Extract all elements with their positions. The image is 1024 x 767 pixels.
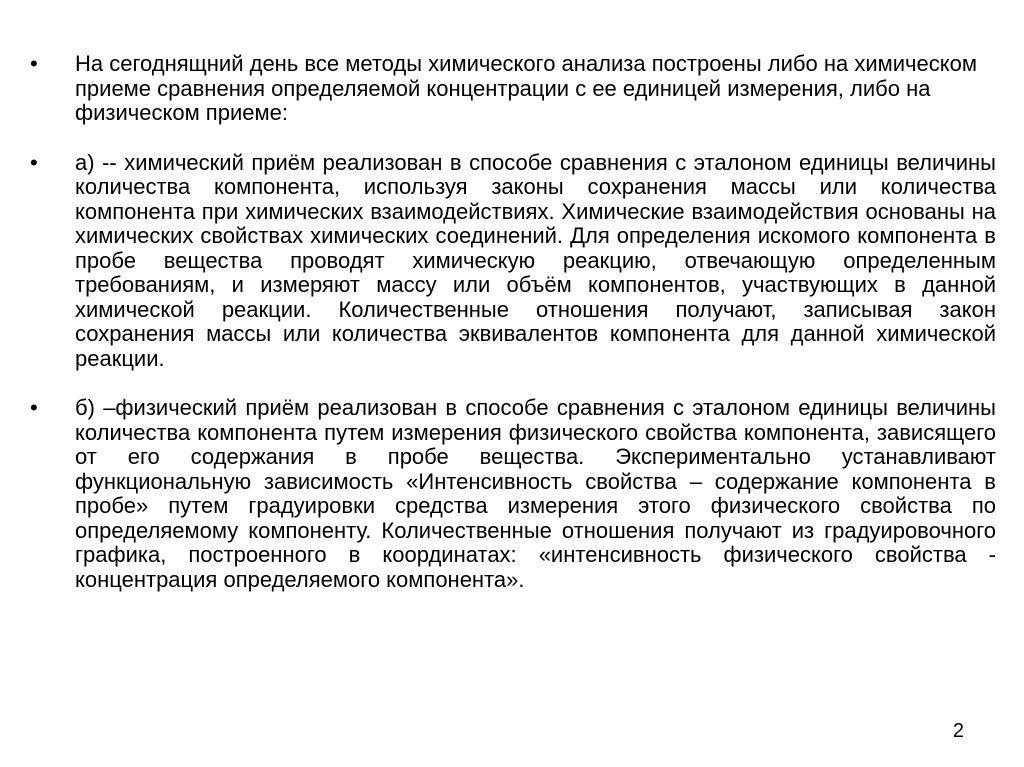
bullet-list [30,52,996,592]
bullet-text-physical: б) –физический приём реализован в способе сравнения с эталоном единицы величины количества компонента путем измерения физического свойства компонента, зависящего от его содержания в пробе вещества. Экспериментально устанавливают функциональную зависимость «Интенсивность свойства – содержание компонента в пробе» путем градуировки средства измерения этого физического свойства по определяемому компоненту. Количественные отношения получают из градуировочного графика, построенного в координатах: «интенсивность физического свойства - концентрация определяемого компонента». [75,395,996,592]
bullet-text-intro: На сегоднящний день все методы химического анализа построены либо на химическом приеме сравнения определяемой концентрации с ее единицей измерения, либо на физическом приеме: [75,51,977,125]
bullet-item-2 [30,151,996,372]
bullet-item-3 [30,396,996,592]
page-number: 2 [952,720,964,742]
bullet-marker: • [30,149,38,175]
bullet-marker: • [30,395,38,420]
bullet-item-1 [30,52,996,126]
bullet-marker: • [30,51,38,76]
bullet-text-chemical: а) -- химический приём реализован в способе сравнения с эталоном единицы величины количества компонента, используя законы сохранения массы или количества компонента при химических взаимодействиях. Химические взаимодействия основаны на химических свойствах химических соединений. Для определения искомого компонента в пробе вещества проводят химическую реакцию, отвечающую определенным требованиям, и измеряют массу или объём компонентов, участвующих в данной химической реакции. Количественные отношения получают, записывая закон сохранения массы или количества эквивалентов компонента для данной химической реакции. [75,149,996,371]
